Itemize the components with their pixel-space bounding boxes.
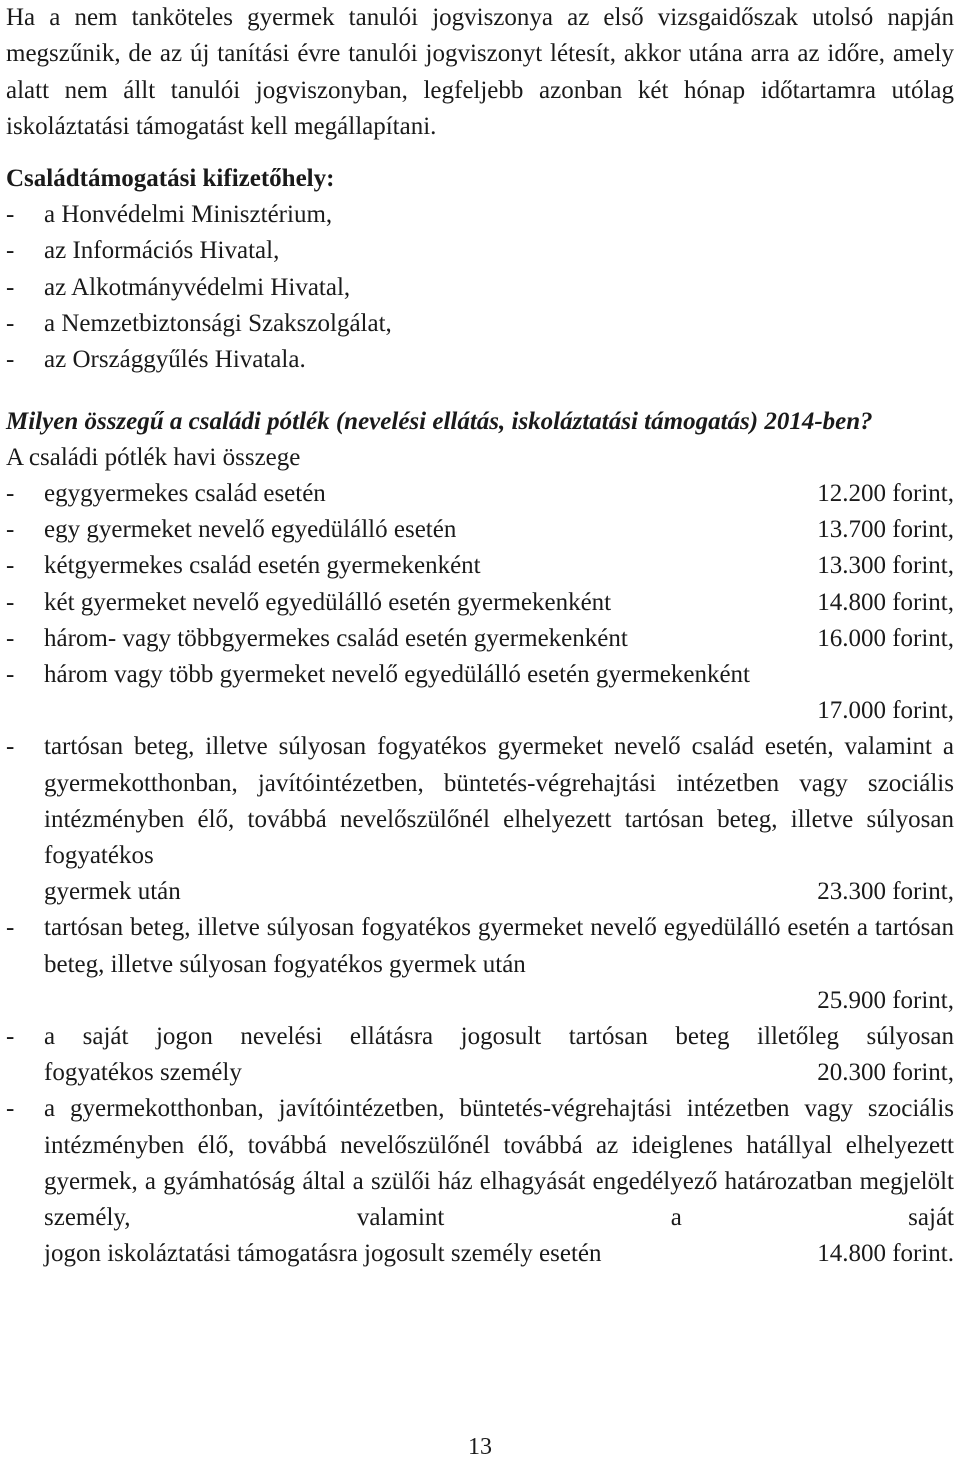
dash-bullet: - [6, 1023, 15, 1051]
dash-bullet: - [6, 660, 15, 688]
amount-value: 25.900 forint, [817, 986, 954, 1014]
amount-value: 16.000 forint, [817, 624, 954, 652]
dash-bullet: - [6, 479, 15, 507]
amount-row [6, 657, 954, 729]
list-item-text: a Nemzetbiztonsági Szakszolgálat, [44, 310, 392, 338]
document-page [6, 0, 954, 1272]
dash-bullet: - [6, 733, 15, 761]
list-item [6, 197, 954, 233]
dash-bullet: - [6, 346, 15, 374]
amount-value: 14.800 forint. [817, 1240, 954, 1268]
amount-value: 12.200 forint, [817, 479, 954, 507]
amount-label: a saját jogon nevelési ellátásra jogosult tartósan beteg illetőleg súlyosan [44, 1023, 954, 1051]
payment-heading: Családtámogatási kifizetőhely: [6, 165, 335, 193]
amount-row [6, 476, 954, 512]
amount-value: 17.000 forint, [817, 697, 954, 725]
amount-row [6, 1091, 954, 1272]
amount-row [6, 585, 954, 621]
amount-label-tail: gyermek után [44, 878, 181, 906]
list-item-text: az Információs Hivatal, [44, 237, 280, 265]
amount-row [6, 729, 954, 910]
amounts-list [6, 476, 954, 1272]
amount-label: egy gyermeket nevelő egyedülálló esetén [44, 516, 457, 544]
amount-value: 13.300 forint, [817, 552, 954, 580]
amount-label: három vagy több gyermeket nevelő egyedülálló esetén gyermekenként [44, 660, 750, 688]
amount-label: kétgyermekes család esetén gyermekenként [44, 552, 481, 580]
amount-label-tail: fogyatékos személy [44, 1059, 242, 1087]
list-item-text: az Országgyűlés Hivatala. [44, 346, 306, 374]
dash-bullet: - [6, 310, 15, 338]
amount-value: 23.300 forint, [817, 878, 954, 906]
list-item [6, 270, 954, 306]
dash-bullet: - [6, 201, 15, 229]
amount-row [6, 1019, 954, 1091]
amount-label: a gyermekotthonban, javítóintézetben, büntetés-végrehajtási intézetben vagy szociális intézményben élő, továbbá nevelőszülőnél továbbá az ideiglenes hatállyal elhelyezett gyermek, a gyámhatóság által a szülői ház elhagyását engedélyező határozatban megjelölt személy, valamint a saját [44, 1095, 954, 1232]
list-item [6, 233, 954, 269]
amount-row [6, 548, 954, 584]
list-item-text: az Alkotmányvédelmi Hivatal, [44, 273, 351, 301]
list-item-text: a Honvédelmi Minisztérium, [44, 201, 333, 229]
list-item [6, 342, 954, 378]
dash-bullet: - [6, 914, 15, 942]
dash-bullet: - [6, 552, 15, 580]
payment-list [6, 197, 954, 378]
amount-label: két gyermeket nevelő egyedülálló esetén gyermekenként [44, 588, 612, 616]
dash-bullet: - [6, 624, 15, 652]
amount-row [6, 512, 954, 548]
amount-label: egygyermekes család esetén [44, 479, 326, 507]
amounts-intro: A családi pótlék havi összege [6, 443, 301, 471]
dash-bullet: - [6, 516, 15, 544]
intro-paragraph: Ha a nem tanköteles gyermek tanulói jogviszonya az első vizsgaidőszak utolsó napján megszűnik, de az új tanítási évre tanulói jogviszonyt létesít, akkor utána arra az időre, amely alatt nem állt tanulói jogviszonyban, legfeljebb azonban két hónap időtartamra utólag iskoláztatási támogatást kell megállapítani. [6, 4, 954, 140]
amount-value: 14.800 forint, [817, 588, 954, 616]
dash-bullet: - [6, 1095, 15, 1123]
dash-bullet: - [6, 588, 15, 616]
amount-label: három- vagy többgyermekes család esetén gyermekenként [44, 624, 628, 652]
amount-value: 20.300 forint, [817, 1059, 954, 1087]
list-item [6, 306, 954, 342]
amount-label: tartósan beteg, illetve súlyosan fogyatékos gyermeket nevelő egyedülálló esetén a tartósan beteg, illetve súlyosan fogyatékos gyermek után [44, 914, 954, 978]
dash-bullet: - [6, 237, 15, 265]
amount-row [6, 910, 954, 1019]
amount-label: tartósan beteg, illetve súlyosan fogyatékos gyermeket nevelő család esetén, valamint a gyermekotthonban, javítóintézetben, büntetés-végrehajtási intézetben vagy szociális intézményben élő, továbbá nevelőszülőnél elhelyezett tartósan beteg, illetve súlyosan fogyatékos [44, 733, 954, 869]
question-heading: Milyen összegű a családi pótlék (nevelési ellátás, iskoláztatási támogatás) 2014-ben? [6, 407, 873, 435]
amount-value: 13.700 forint, [817, 516, 954, 544]
amount-label-tail: jogon iskoláztatási támogatásra jogosult személy esetén [44, 1240, 602, 1268]
amount-row [6, 621, 954, 657]
dash-bullet: - [6, 273, 15, 301]
page-number: 13 [468, 1434, 492, 1460]
